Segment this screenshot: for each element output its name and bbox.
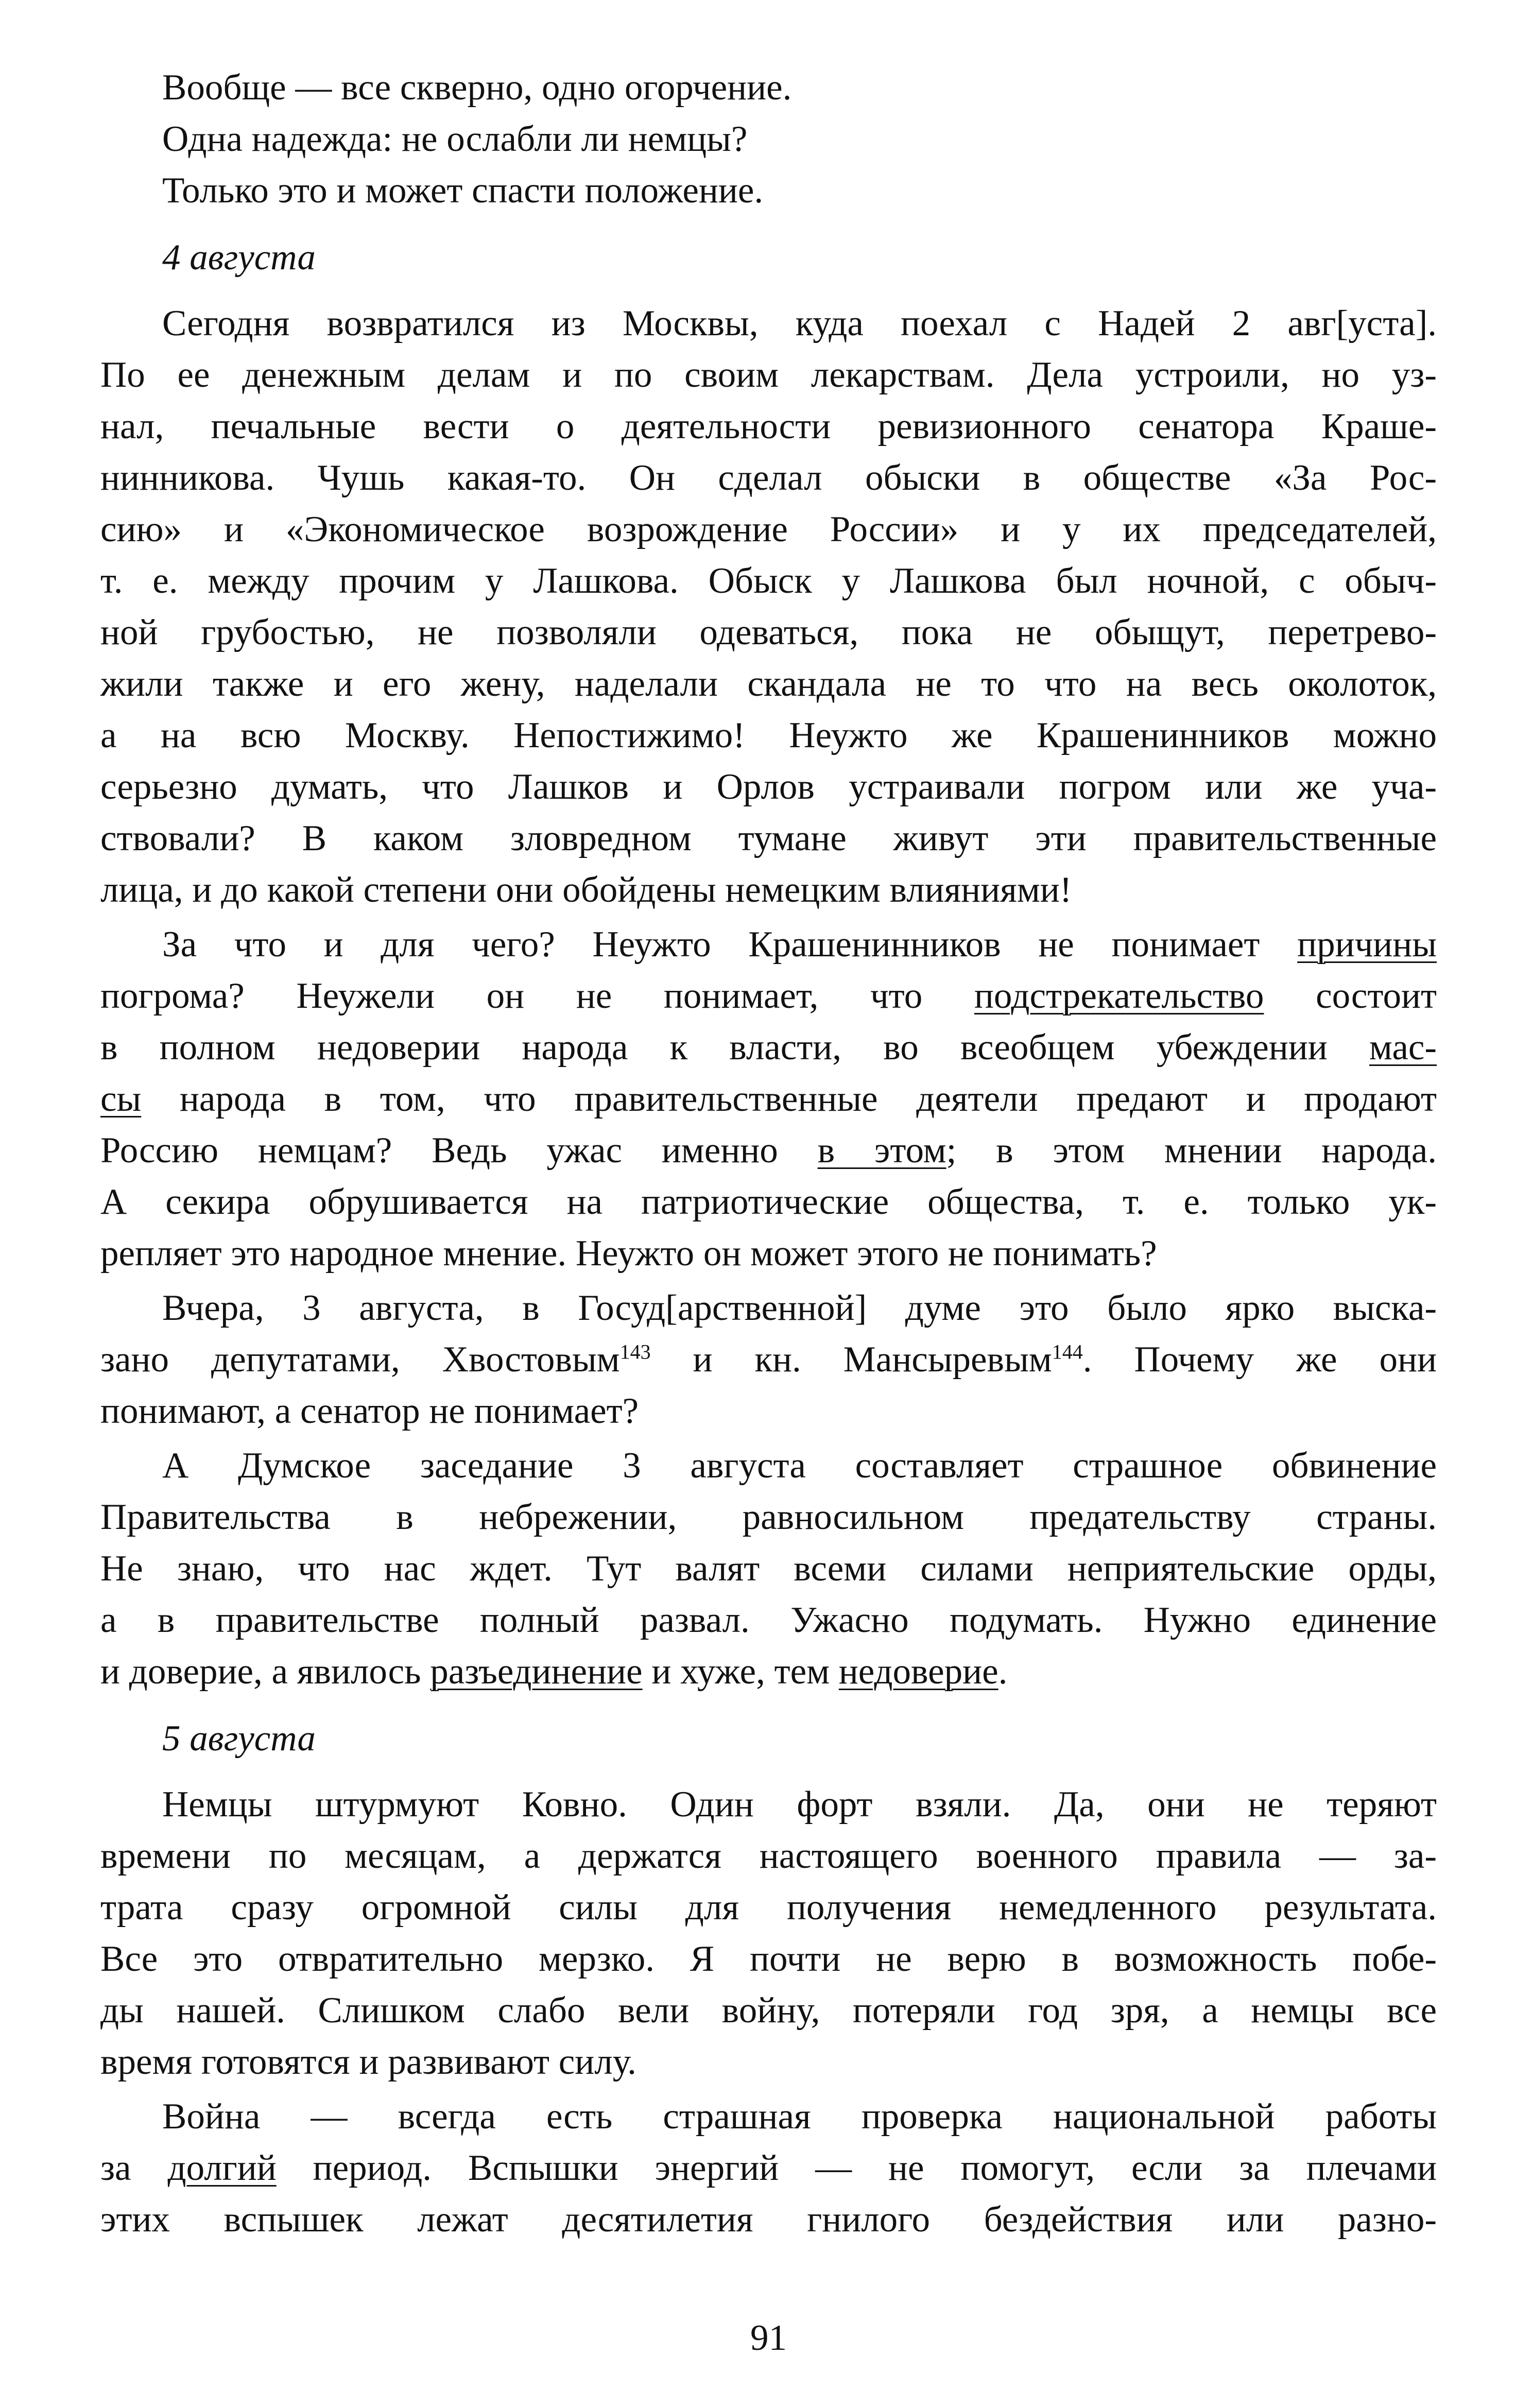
text-line: Немцы штурмуют Ковно. Один форт взяли. Да, они не теряют — [162, 1784, 1437, 1825]
text-line: зано депутатами, Хвостовым$^{143}$ и кн. Мансыревым$^{144}$. Почему же они — [100, 1339, 1437, 1380]
text-line: т. е. между прочим у Лашкова. Обыск у Лашкова был ночной, с обыч- — [100, 561, 1437, 601]
text-line: Россию немцам? Ведь ужас именно в этом; в этом мнении народа. — [100, 1130, 1437, 1171]
text-line: Не знаю, что нас ждет. Тут валят всеми силами неприятельские орды, — [100, 1549, 1437, 1589]
text-line: А Думское заседание 3 августа составляет страшное обвинение — [162, 1446, 1437, 1486]
text-line: времени по месяцам, а держатся настоящего военного правила — за- — [100, 1836, 1437, 1876]
text-line: понимают, а сенатор не понимает? — [100, 1391, 639, 1431]
text-line: погрома? Неужели он не понимает, что подстрекательство состоит — [100, 976, 1437, 1016]
underlined-word: долгий — [167, 2148, 277, 2188]
text-line: трата сразу огромной силы для получения немедленного результата. — [100, 1887, 1437, 1928]
text-line: ды нашей. Слишком слабо вели войну, потеряли год зря, а немцы все — [100, 1990, 1437, 2031]
book-page — [100, 62, 1437, 2358]
underlined-word: недоверие — [838, 1652, 999, 1692]
text-line: жили также и его жену, наделали скандала не то что на весь околоток, — [100, 664, 1437, 704]
underlined-word: разъединение — [430, 1652, 643, 1692]
text-line: Одна надежда: не ослабли ли немцы? — [162, 119, 748, 159]
text-line: в полном недоверии народа к власти, во всеобщем убеждении мас- — [100, 1027, 1437, 1068]
text-line: ствовали? В каком зловредном тумане живут эти правительственные — [100, 818, 1437, 858]
underlined-word: мас- — [1369, 1027, 1437, 1068]
entry-date-aug-4: 4 августа — [162, 237, 316, 278]
text-line: репляет это народное мнение. Неужто он может этого не понимать? — [100, 1233, 1157, 1274]
paragraph-aug4-3 — [100, 1282, 1437, 1437]
text-line: По ее денежным делам и по своим лекарствам. Дела устроили, но уз- — [100, 355, 1437, 395]
underlined-word: подстрекательство — [974, 976, 1264, 1016]
text-line: Только это и может спасти положение. — [162, 170, 764, 211]
underlined-word: причины — [1297, 924, 1437, 965]
text-line: а в правительстве полный развал. Ужасно подумать. Нужно единение — [100, 1600, 1437, 1640]
underlined-word: в этом — [817, 1130, 946, 1171]
text-line: сию» и «Экономическое возрождение России» и у их председателей, — [100, 509, 1437, 549]
text-line: сы народа в том, что правительственные деятели предают и продают — [100, 1079, 1437, 1119]
paragraph-aug4-2 — [100, 919, 1437, 1279]
footnote-ref: 144 — [1052, 1340, 1083, 1364]
text-line: и доверие, а явилось разъединение и хуже, тем недоверие. — [100, 1652, 1008, 1692]
text-line: Война — всегда есть страшная проверка национальной работы — [162, 2096, 1437, 2137]
text-line: А секира обрушивается на патриотические общества, т. е. только ук- — [100, 1182, 1437, 1222]
text-line: а на всю Москву. Непостижимо! Неужто же Крашенинников можно — [100, 715, 1437, 755]
paragraph-aug4-4 — [100, 1440, 1437, 1697]
paragraph-aug5-1 — [100, 1779, 1437, 2088]
text-line: За что и для чего? Неужто Крашенинников не понимает причины — [162, 924, 1437, 965]
text-line: этих вспышек лежат десятилетия гнилого бездействия или разно- — [100, 2199, 1437, 2240]
text-line: Вчера, 3 августа, в Госуд[арственной] думе это было ярко выска- — [162, 1288, 1437, 1328]
text-line: лица, и до какой степени они обойдены немецким влияниями! — [100, 870, 1072, 910]
text-line: Все это отвратительно мерзко. Я почти не верю в возможность побе- — [100, 1939, 1437, 1979]
underlined-word: сы — [100, 1079, 142, 1119]
footnote-ref: 143 — [619, 1340, 651, 1364]
paragraph-aug5-2 — [100, 2091, 1437, 2245]
text-line: время готовятся и развивают силу. — [100, 2042, 636, 2082]
page-number: 91 — [750, 2318, 787, 2358]
text-line: серьезно думать, что Лашков и Орлов устраивали погром или же уча- — [100, 767, 1437, 807]
text-line: за долгий период. Вспышки энергий — не помогут, если за плечами — [100, 2148, 1437, 2188]
paragraph-aug4-1 — [100, 298, 1437, 916]
text-line: ной грубостью, не позволяли одеваться, пока не обыщут, перетрево- — [100, 612, 1437, 652]
text-line: Сегодня возвратился из Москвы, куда поехал с Надей 2 авг[уста]. — [162, 303, 1437, 343]
text-line: нинникова. Чушь какая-то. Он сделал обыски в обществе «За Рос- — [100, 458, 1437, 498]
text-line: Вообще — все скверно, одно огорчение. — [162, 67, 792, 108]
text-line: нал, печальные вести о деятельности ревизионного сенатора Краше- — [100, 406, 1437, 446]
text-line: Правительства в небрежении, равносильном предательству страны. — [100, 1497, 1437, 1537]
entry-date-aug-5: 5 августа — [162, 1718, 316, 1759]
